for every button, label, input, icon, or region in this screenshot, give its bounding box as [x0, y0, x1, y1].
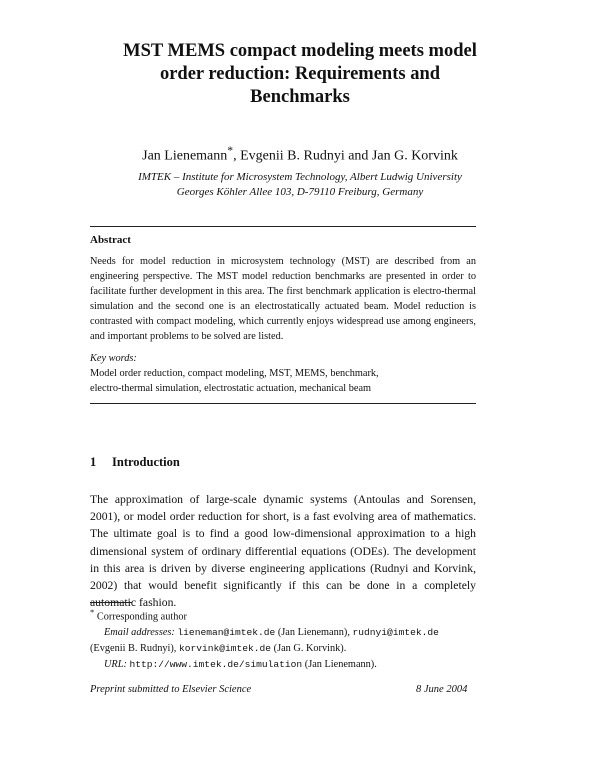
abstract-bottom-rule [90, 403, 476, 404]
email-owner: (Jan Lienemann), [277, 627, 350, 639]
keywords-line: electro-thermal simulation, electrostatic actuation, mechanical beam [90, 382, 372, 394]
section-title: Introduction [112, 455, 180, 469]
email-label: Email addresses: [104, 627, 175, 639]
intro-paragraph: The approximation of large-scale dynamic systems (Antoulas and Sorensen, 2001), or model order reduction for short, is a fast evolving area of mathematics. The ultimate goal is to find a good low-dimensional approximation to a high dimensional system of ordinary differential equations (ODEs). The development in this area is driven by diverse engineering applications (Rudnyi and Korvink, 2002) that would benefit significantly if this can be done in a completely automatic fashion. [90, 493, 476, 610]
footer-preprint-note: Preprint submitted to Elsevier Science [90, 684, 252, 695]
email-owner: (Jan G. Korvink). [273, 643, 347, 655]
author-footnote-mark: * [227, 144, 234, 157]
affiliation-line: Georges Köhler Allee 103, D-79110 Freiburg, Germany [176, 186, 424, 198]
author-rest: , Evgenii B. Rudnyi and Jan G. Korvink [233, 148, 458, 164]
footer-date: 8 June 2004 [416, 684, 468, 695]
url-link[interactable]: http://www.imtek.de/simulation [129, 659, 303, 671]
email-link[interactable]: korvink@imtek.de [178, 643, 272, 655]
title-line: MST MEMS compact modeling meets model [123, 41, 477, 61]
author-list [60, 144, 540, 165]
abstract-heading: Abstract [90, 234, 131, 246]
title-line: Benchmarks [250, 87, 350, 107]
affiliation [90, 170, 510, 200]
email-link[interactable]: lieneman@imtek.de [177, 627, 276, 639]
email-owner: (Evgenii B. Rudnyi), [90, 643, 177, 655]
title-line: order reduction: Requirements and [159, 64, 441, 84]
section-number: 1 [90, 455, 97, 469]
email-link[interactable]: rudnyi@imtek.de [352, 627, 439, 639]
footnote-corresponding: Corresponding author [96, 611, 187, 623]
keywords-text [90, 367, 476, 396]
url-owner: (Jan Lienemann). [304, 659, 377, 671]
footnote-mark: * [90, 607, 95, 617]
section-heading [90, 455, 180, 470]
keywords-line: Model order reduction, compact modeling, MST, MEMS, benchmark, [90, 368, 379, 379]
author-first: Jan Lienemann [142, 148, 228, 164]
footnote [90, 604, 490, 673]
footnote-rule [90, 602, 132, 603]
abstract-top-rule [90, 226, 476, 227]
affiliation-line: IMTEK – Institute for Microsystem Technology, Albert Ludwig University [138, 171, 462, 183]
paper-title [60, 40, 540, 109]
keywords-label: Key words: [90, 353, 137, 364]
abstract-text: Needs for model reduction in microsystem technology (MST) are described from an engineering perspective. The MST model reduction benchmarks are presented in order to facilitate further development in this area. The first benchmark application is electro-thermal simulation and the second one is an electrostatically actuated beam. Model reduction is contrasted with compact modeling, which currently enjoys widespread use among engineers, and important problems to be solved are listed. [90, 256, 476, 342]
url-label: URL: [104, 659, 127, 671]
